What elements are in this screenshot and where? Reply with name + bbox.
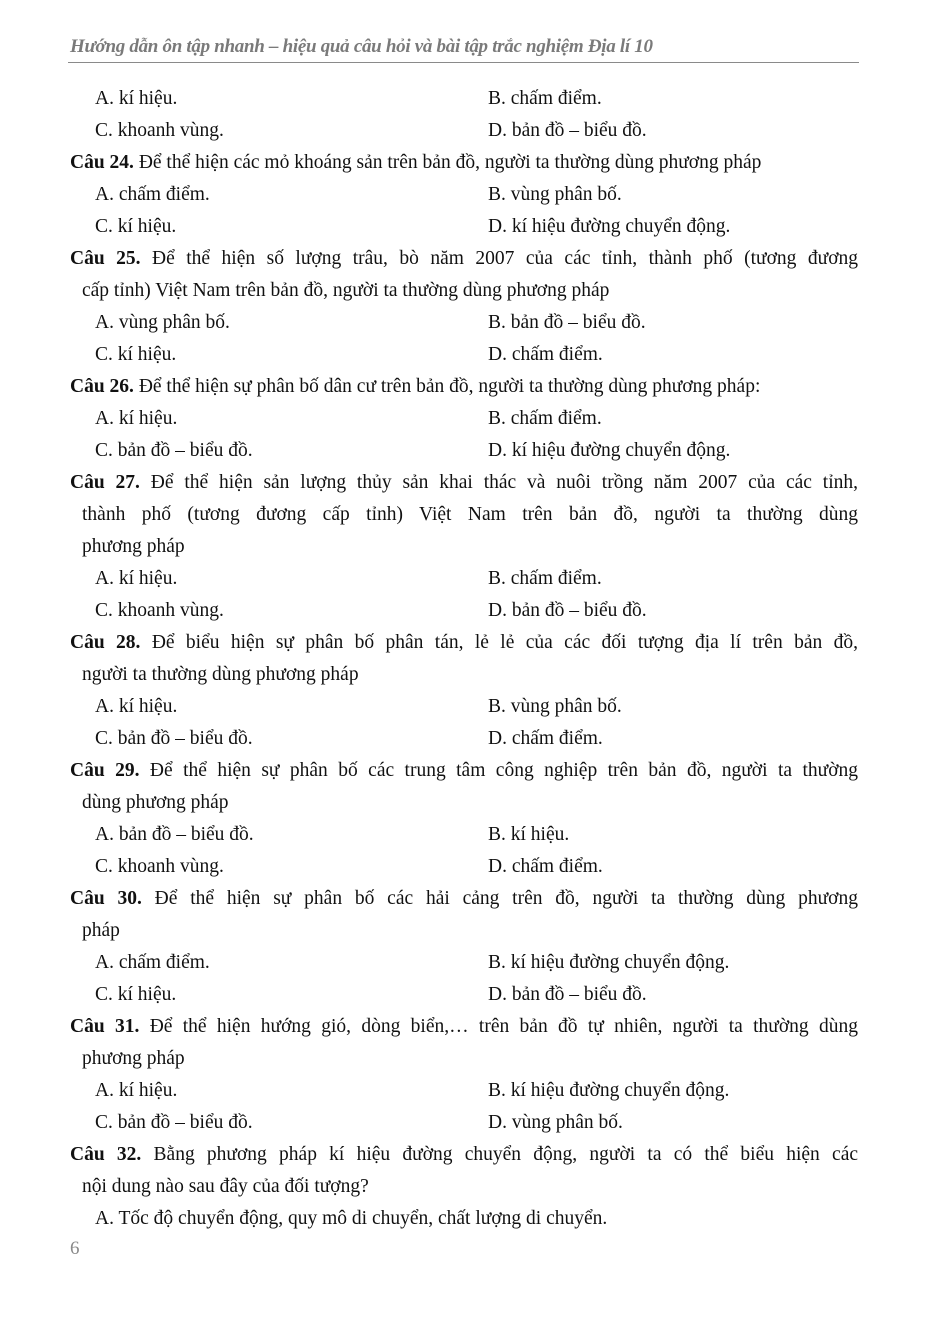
- question-text: phương pháp: [82, 1048, 185, 1069]
- options-row: [70, 1075, 858, 1107]
- options-row: [70, 1107, 858, 1139]
- question-text: thành phố (tương đương cấp tỉnh) Việt Nam trên bản đồ, người ta thường dùng: [82, 504, 858, 525]
- question-block: [70, 755, 858, 883]
- options-row: [70, 595, 858, 627]
- answer-option: D. chấm điểm.: [488, 344, 603, 365]
- question-text: Để thể hiện số lượng trâu, bò năm 2007 của các tỉnh, thành phố (tương đương: [152, 248, 858, 269]
- question-block: [70, 371, 858, 467]
- question-line: [70, 1171, 858, 1203]
- question-text: Để biểu hiện sự phân bố phân tán, lẻ lẻ của các đối tượng địa lí trên bản đồ,: [151, 632, 858, 653]
- running-header: Hướng dẫn ôn tập nhanh – hiệu quả câu hỏi và bài tập trắc nghiệm Địa lí 10: [70, 36, 653, 57]
- question-text: Để thể hiện hướng gió, dòng biển,… trên bản đồ tự nhiên, người ta thường dùng: [149, 1016, 858, 1037]
- answer-option: A. Tốc độ chuyển động, quy mô di chuyển, chất lượng di chuyển.: [95, 1208, 608, 1229]
- question-label: Câu 25.: [70, 248, 141, 269]
- question-line: [70, 915, 858, 947]
- answer-option: A. kí hiệu.: [95, 1080, 178, 1101]
- answer-option: D. bản đồ – biểu đồ.: [488, 984, 647, 1005]
- answer-option: B. chấm điểm.: [488, 408, 602, 429]
- options-row: [70, 851, 858, 883]
- question-label: Câu 24.: [70, 152, 134, 173]
- question-line: [70, 627, 858, 659]
- question-label: Câu 31.: [70, 1016, 140, 1037]
- options-row: [70, 947, 858, 979]
- question-block: [70, 243, 858, 371]
- question-label: Câu 28.: [70, 632, 141, 653]
- answer-option: D. chấm điểm.: [488, 856, 603, 877]
- question-label: Câu 29.: [70, 760, 140, 781]
- options-row: [70, 211, 858, 243]
- answer-option: A. kí hiệu.: [95, 568, 178, 589]
- answer-option: D. kí hiệu đường chuyển động.: [488, 440, 731, 461]
- options-row: [70, 819, 858, 851]
- options-row: [70, 435, 858, 467]
- question-line: [70, 755, 858, 787]
- question-block: [70, 883, 858, 1011]
- question-line: [70, 787, 858, 819]
- answer-option: D. bản đồ – biểu đồ.: [488, 600, 647, 621]
- question-block: [70, 1011, 858, 1139]
- question-text: Bằng phương pháp kí hiệu đường chuyển động, người ta có thể biểu hiện các: [153, 1144, 858, 1165]
- answer-option: A. kí hiệu.: [95, 408, 178, 429]
- question-block: [70, 147, 858, 243]
- question-block: [70, 627, 858, 755]
- question-line: [70, 467, 858, 499]
- answer-option: A. kí hiệu.: [95, 696, 178, 717]
- answer-option: D. bản đồ – biểu đồ.: [488, 120, 647, 141]
- options-row: [70, 691, 858, 723]
- answer-option: A. chấm điểm.: [95, 184, 210, 205]
- question-line: [70, 275, 858, 307]
- answer-option: D. vùng phân bố.: [488, 1112, 623, 1133]
- question-text: pháp: [82, 920, 120, 941]
- options-row: [70, 115, 858, 147]
- question-text: Để thể hiện sự phân bố các hải cảng trên đồ, người ta thường dùng phương: [154, 888, 858, 909]
- answer-option: C. khoanh vùng.: [95, 856, 224, 877]
- answer-option: C. bản đồ – biểu đồ.: [95, 728, 253, 749]
- question-line: [70, 659, 858, 691]
- header-rule: [68, 62, 859, 63]
- answer-option: C. khoanh vùng.: [95, 120, 224, 141]
- answer-option: A. chấm điểm.: [95, 952, 210, 973]
- answer-option: D. kí hiệu đường chuyển động.: [488, 216, 731, 237]
- question-label: Câu 32.: [70, 1144, 142, 1165]
- page-number: 6: [70, 1238, 80, 1259]
- question-text: phương pháp: [82, 536, 185, 557]
- question-line: [70, 1043, 858, 1075]
- question-line: [70, 499, 858, 531]
- answer-option: C. bản đồ – biểu đồ.: [95, 1112, 253, 1133]
- options-row: [70, 307, 858, 339]
- question-line: [70, 531, 858, 563]
- answer-option: A. kí hiệu.: [95, 88, 178, 109]
- question-text: nội dung nào sau đây của đối tượng?: [82, 1176, 369, 1197]
- answer-option: C. kí hiệu.: [95, 344, 177, 365]
- question-block: [70, 83, 858, 147]
- options-row: [70, 339, 858, 371]
- answer-option: B. kí hiệu đường chuyển động.: [488, 1080, 730, 1101]
- options-row: [70, 403, 858, 435]
- answer-option: B. kí hiệu đường chuyển động.: [488, 952, 730, 973]
- answer-option: B. kí hiệu.: [488, 824, 570, 845]
- answer-option: A. bản đồ – biểu đồ.: [95, 824, 254, 845]
- question-list: [70, 83, 858, 1235]
- question-block: [70, 467, 858, 627]
- answer-option: C. kí hiệu.: [95, 984, 177, 1005]
- options-row: [70, 83, 858, 115]
- question-label: Câu 30.: [70, 888, 142, 909]
- answer-option: C. kí hiệu.: [95, 216, 177, 237]
- answer-option: C. khoanh vùng.: [95, 600, 224, 621]
- question-line: [70, 243, 858, 275]
- answer-option: B. chấm điểm.: [488, 568, 602, 589]
- question-line: [70, 883, 858, 915]
- answer-option: A. vùng phân bố.: [95, 312, 230, 333]
- answer-option: B. chấm điểm.: [488, 88, 602, 109]
- answer-option: D. chấm điểm.: [488, 728, 603, 749]
- question-text: Để thể hiện sản lượng thủy sản khai thác và nuôi trồng năm 2007 của các tỉnh,: [150, 472, 858, 493]
- answer-option: B. vùng phân bố.: [488, 696, 622, 717]
- question-label: Câu 26.: [70, 376, 134, 397]
- options-row: [70, 179, 858, 211]
- question-line: [70, 371, 858, 403]
- question-text: dùng phương pháp: [82, 792, 229, 813]
- options-row: [70, 723, 858, 755]
- question-text: Để thể hiện sự phân bố các trung tâm công nghiệp trên bản đồ, người ta thường: [149, 760, 858, 781]
- answer-option: B. vùng phân bố.: [488, 184, 622, 205]
- question-text: Để thể hiện sự phân bố dân cư trên bản đồ, người ta thường dùng phương pháp:: [138, 376, 761, 397]
- question-block: [70, 1139, 858, 1235]
- question-label: Câu 27.: [70, 472, 140, 493]
- question-text: người ta thường dùng phương pháp: [82, 664, 359, 685]
- question-line: [70, 147, 858, 179]
- question-line: [70, 1011, 858, 1043]
- question-line: [70, 1139, 858, 1171]
- options-row: [70, 979, 858, 1011]
- question-text: cấp tỉnh) Việt Nam trên bản đồ, người ta thường dùng phương pháp: [82, 280, 610, 301]
- answer-option: B. bản đồ – biểu đồ.: [488, 312, 646, 333]
- options-row: [70, 563, 858, 595]
- answer-option: C. bản đồ – biểu đồ.: [95, 440, 253, 461]
- question-text: Để thể hiện các mỏ khoáng sản trên bản đồ, người ta thường dùng phương pháp: [138, 152, 762, 173]
